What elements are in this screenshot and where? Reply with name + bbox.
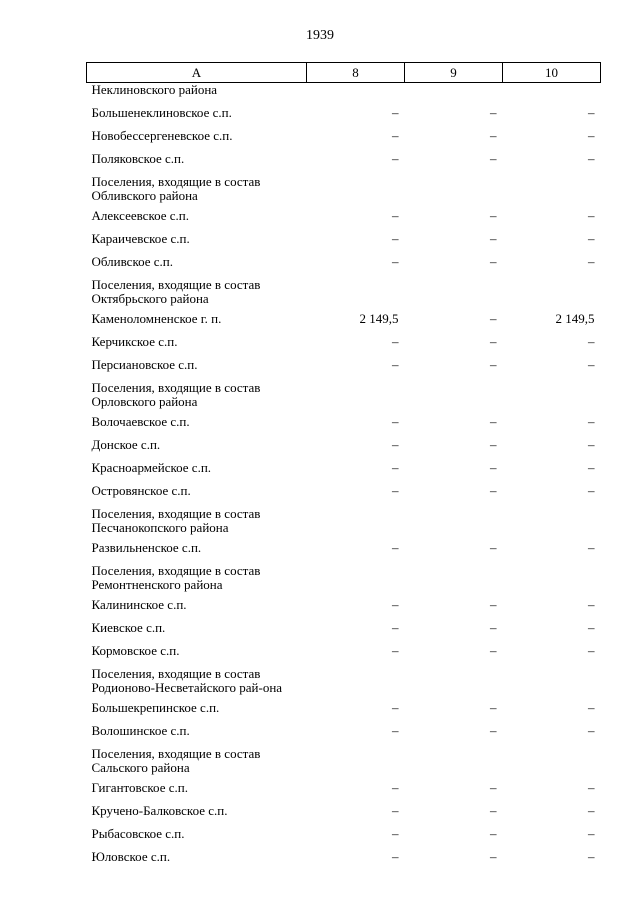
- settlement-name: Развильненское с.п.: [91, 540, 202, 555]
- value-cell-8: –: [392, 105, 399, 120]
- group-title: Поселения, входящие в состав Сальского района: [91, 746, 261, 775]
- value-cell-10: [503, 744, 601, 778]
- table-row: [87, 641, 601, 664]
- value-cell-8: [307, 275, 405, 309]
- value-cell-8: [307, 561, 405, 595]
- table-row: [87, 595, 601, 618]
- table-row: [87, 149, 601, 172]
- settlement-name: Кормовское с.п.: [91, 643, 180, 658]
- value-cell-10: –: [588, 803, 595, 818]
- value-cell-8: –: [392, 483, 399, 498]
- value-cell-10: –: [588, 151, 595, 166]
- value-cell-9: –: [490, 826, 497, 841]
- value-cell-9: –: [490, 311, 497, 326]
- value-cell-9: –: [490, 700, 497, 715]
- value-cell-10: –: [588, 105, 595, 120]
- value-cell-10: –: [588, 643, 595, 658]
- value-cell-9: –: [490, 151, 497, 166]
- value-cell-8: [307, 172, 405, 206]
- table-row: [87, 206, 601, 229]
- value-cell-9: –: [490, 208, 497, 223]
- column-header-9: 9: [405, 63, 503, 83]
- budget-table: [86, 62, 601, 870]
- value-cell-10: [503, 504, 601, 538]
- table-row: [87, 332, 601, 355]
- value-cell-10: –: [588, 597, 595, 612]
- value-cell-9: –: [490, 334, 497, 349]
- group-title: Поселения, входящие в состав Песчанокопского района: [91, 506, 261, 535]
- column-header-8: 8: [307, 63, 405, 83]
- table-row: [87, 252, 601, 275]
- value-cell-9: –: [490, 128, 497, 143]
- value-cell-9: –: [490, 483, 497, 498]
- value-cell-8: –: [392, 620, 399, 635]
- value-cell-8: –: [392, 597, 399, 612]
- group-title: Поселения, входящие в состав Орловского района: [91, 380, 261, 409]
- value-cell-9: –: [490, 437, 497, 452]
- settlement-name: Киевское с.п.: [91, 620, 166, 635]
- value-cell-9: –: [490, 105, 497, 120]
- value-cell-8: –: [392, 460, 399, 475]
- table-row: [87, 824, 601, 847]
- value-cell-10: –: [588, 231, 595, 246]
- value-cell-9: –: [490, 414, 497, 429]
- value-cell-10: –: [588, 128, 595, 143]
- settlement-name: Островянское с.п.: [91, 483, 191, 498]
- group-title: Поселения, входящие в состав Родионово-Несветайского рай-она: [91, 666, 283, 695]
- group-header-row: [87, 83, 601, 104]
- table-row: [87, 412, 601, 435]
- group-title: Неклиновского района: [91, 82, 218, 97]
- table-row: [87, 778, 601, 801]
- group-header-row: [87, 172, 601, 206]
- value-cell-8: –: [392, 540, 399, 555]
- settlement-name: Красноармейское с.п.: [91, 460, 212, 475]
- group-title: Поселения, входящие в состав Октябрьского района: [91, 277, 261, 306]
- value-cell-9: –: [490, 460, 497, 475]
- value-cell-10: 2 149,5: [555, 311, 595, 326]
- value-cell-8: [307, 664, 405, 698]
- value-cell-8: –: [392, 437, 399, 452]
- value-cell-10: –: [588, 334, 595, 349]
- value-cell-9: –: [490, 231, 497, 246]
- settlement-name: Калининское с.п.: [91, 597, 187, 612]
- column-header-a: А: [87, 63, 307, 83]
- value-cell-9: –: [490, 597, 497, 612]
- table-row: [87, 126, 601, 149]
- value-cell-8: [307, 744, 405, 778]
- value-cell-10: [503, 275, 601, 309]
- table-row: [87, 355, 601, 378]
- value-cell-9: [405, 275, 503, 309]
- value-cell-9: –: [490, 254, 497, 269]
- value-cell-9: [405, 172, 503, 206]
- value-cell-8: –: [392, 208, 399, 223]
- table-row: [87, 538, 601, 561]
- settlement-name: Донское с.п.: [91, 437, 161, 452]
- table-row: [87, 721, 601, 744]
- value-cell-10: –: [588, 780, 595, 795]
- value-cell-8: –: [392, 700, 399, 715]
- value-cell-9: –: [490, 723, 497, 738]
- group-header-row: [87, 561, 601, 595]
- settlement-name: Гигантовское с.п.: [91, 780, 188, 795]
- value-cell-8: [307, 83, 405, 104]
- value-cell-10: –: [588, 849, 595, 864]
- value-cell-8: –: [392, 151, 399, 166]
- value-cell-9: [405, 378, 503, 412]
- value-cell-10: [503, 561, 601, 595]
- column-header-10: 10: [503, 63, 601, 83]
- value-cell-8: –: [392, 723, 399, 738]
- value-cell-9: [405, 83, 503, 104]
- value-cell-9: –: [490, 780, 497, 795]
- table-row: [87, 801, 601, 824]
- settlement-name: Кручено-Балковское с.п.: [91, 803, 228, 818]
- group-title: Поселения, входящие в состав Ремонтненского района: [91, 563, 261, 592]
- value-cell-10: –: [588, 460, 595, 475]
- table-header: [87, 63, 601, 83]
- value-cell-10: –: [588, 483, 595, 498]
- value-cell-8: [307, 378, 405, 412]
- table-row: [87, 847, 601, 870]
- settlement-name: Караичевское с.п.: [91, 231, 190, 246]
- value-cell-8: –: [392, 254, 399, 269]
- value-cell-9: [405, 504, 503, 538]
- settlement-name: Керчикское с.п.: [91, 334, 178, 349]
- value-cell-9: –: [490, 540, 497, 555]
- value-cell-10: –: [588, 620, 595, 635]
- value-cell-8: –: [392, 128, 399, 143]
- value-cell-10: [503, 378, 601, 412]
- value-cell-8: [307, 504, 405, 538]
- table-row: [87, 309, 601, 332]
- value-cell-10: –: [588, 254, 595, 269]
- value-cell-9: –: [490, 849, 497, 864]
- settlement-name: Юловское с.п.: [91, 849, 171, 864]
- settlement-name: Большенеклиновское с.п.: [91, 105, 232, 120]
- table-row: [87, 103, 601, 126]
- value-cell-9: –: [490, 357, 497, 372]
- value-cell-9: [405, 561, 503, 595]
- group-header-row: [87, 504, 601, 538]
- settlement-name: Алексеевское с.п.: [91, 208, 189, 223]
- value-cell-10: –: [588, 826, 595, 841]
- settlement-name: Персиановское с.п.: [91, 357, 198, 372]
- value-cell-8: –: [392, 643, 399, 658]
- value-cell-8: –: [392, 826, 399, 841]
- table-row: [87, 698, 601, 721]
- value-cell-10: –: [588, 414, 595, 429]
- group-header-row: [87, 378, 601, 412]
- group-title: Поселения, входящие в состав Обливского района: [91, 174, 261, 203]
- value-cell-9: [405, 744, 503, 778]
- value-cell-10: [503, 172, 601, 206]
- value-cell-10: –: [588, 357, 595, 372]
- settlement-name: Новобессергеневское с.п.: [91, 128, 233, 143]
- value-cell-8: –: [392, 849, 399, 864]
- value-cell-10: –: [588, 700, 595, 715]
- value-cell-10: –: [588, 723, 595, 738]
- table-row: [87, 458, 601, 481]
- value-cell-8: –: [392, 357, 399, 372]
- value-cell-8: –: [392, 414, 399, 429]
- settlement-name: Волошинское с.п.: [91, 723, 190, 738]
- value-cell-9: –: [490, 643, 497, 658]
- value-cell-9: [405, 664, 503, 698]
- page-number: 1939: [306, 28, 334, 43]
- settlement-name: Большекрепинское с.п.: [91, 700, 220, 715]
- settlement-name: Поляковское с.п.: [91, 151, 185, 166]
- table-row: [87, 229, 601, 252]
- group-header-row: [87, 275, 601, 309]
- settlement-name: Рыбасовское с.п.: [91, 826, 185, 841]
- value-cell-10: [503, 664, 601, 698]
- value-cell-10: [503, 83, 601, 104]
- header-row: [87, 63, 601, 83]
- table-body: [87, 83, 601, 871]
- settlement-name: Каменоломненское г. п.: [91, 311, 222, 326]
- group-header-row: [87, 744, 601, 778]
- value-cell-8: –: [392, 334, 399, 349]
- value-cell-10: –: [588, 208, 595, 223]
- table-row: [87, 435, 601, 458]
- value-cell-8: 2 149,5: [359, 311, 399, 326]
- value-cell-10: –: [588, 540, 595, 555]
- table-row: [87, 618, 601, 641]
- value-cell-10: –: [588, 437, 595, 452]
- table-row: [87, 481, 601, 504]
- value-cell-8: –: [392, 231, 399, 246]
- value-cell-8: –: [392, 803, 399, 818]
- value-cell-9: –: [490, 620, 497, 635]
- value-cell-8: –: [392, 780, 399, 795]
- settlement-name: Обливское с.п.: [91, 254, 174, 269]
- settlement-name: Волочаевское с.п.: [91, 414, 190, 429]
- group-header-row: [87, 664, 601, 698]
- value-cell-9: –: [490, 803, 497, 818]
